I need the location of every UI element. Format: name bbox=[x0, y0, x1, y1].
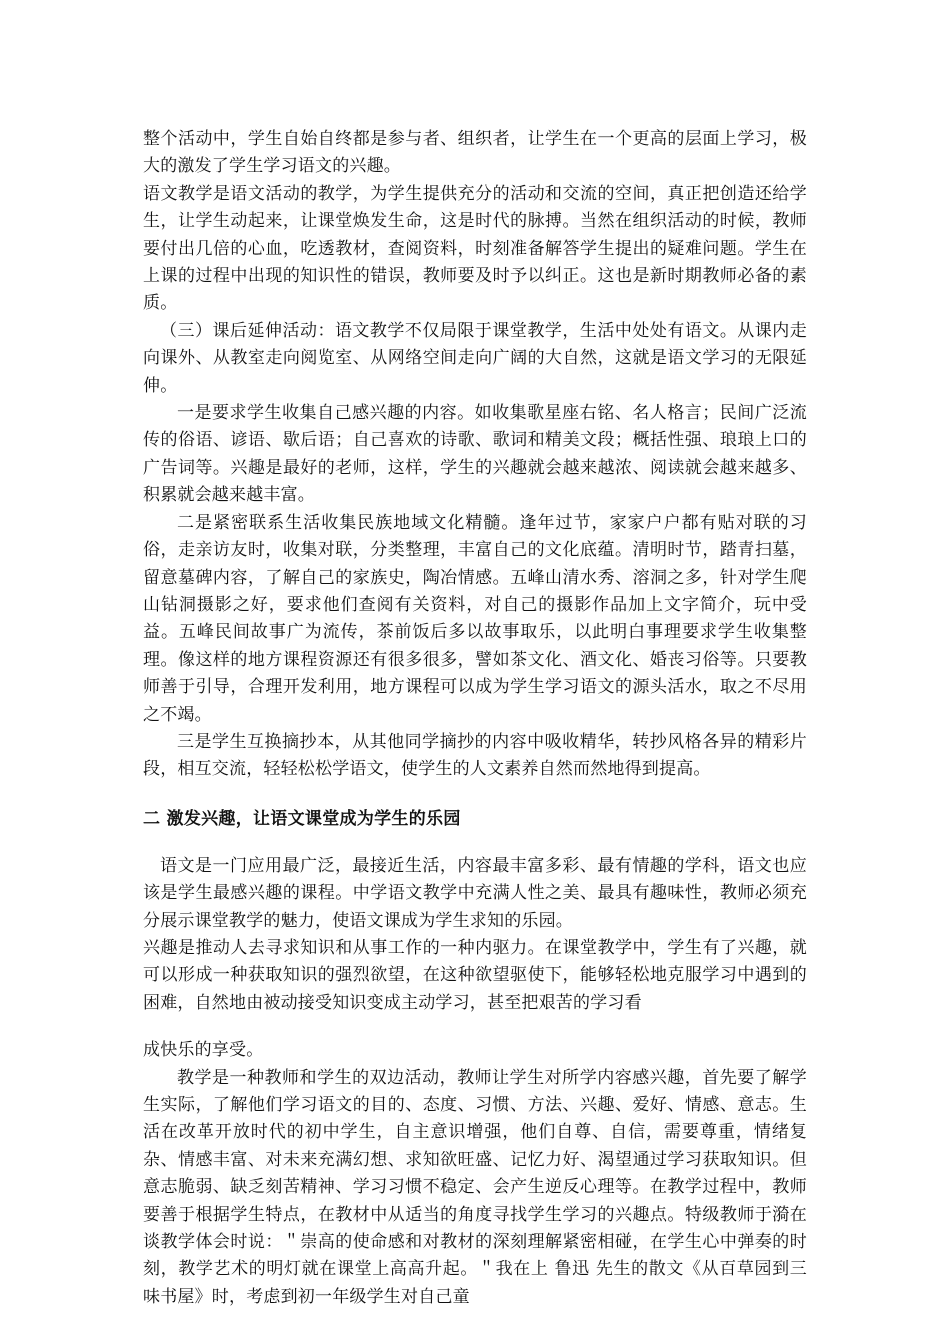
document-page bbox=[143, 126, 807, 1311]
paragraph-two-way-activity: 教学是一种教师和学生的双边活动，教师让学生对所学内容感兴趣，首先要了解学生实际，了解他们学习语文的目的、态度、习惯、方法、兴趣、爱好、情感、意志。生活在改革开放时代的初中学生，自主意识增强，他们自尊、自信，需要尊重，情绪复杂、情感丰富、对未来充满幻想、求知欲旺盛、记忆力好、渴望通过学习获取知识。但意志脆弱、缺乏刻苦精神、学习习惯不稳定、会产生逆反心理等。在教学过程中，教师要善于根据学生特点，在教材中从适当的角度寻找学生学习的兴趣点。特级教师于漪在谈教学体会时说：＂崇高的使命感和对教材的深刻理解紧密相碰，在学生心中弹奏的时刻，教学艺术的明灯就在课堂上高高升起。＂我在上 鲁迅 先生的散文《从百草园到三味书屋》时，考虑到初一年级学生对自己童 bbox=[143, 1067, 807, 1307]
section-heading: 二 激发兴趣，让语文课堂成为学生的乐园 bbox=[143, 808, 461, 829]
paragraph-activity-summary: 整个活动中，学生自始自终都是参与者、组织者，让学生在一个更高的层面上学习，极大的激发了学生学习语文的兴趣。 bbox=[143, 129, 807, 177]
paragraph-after-class-extension: （三）课后延伸活动：语文教学不仅局限于课堂教学，生活中处处有语文。从课内走向课外、从教室走向阅览室、从网络空间走向广阔的大自然，这就是语文学习的无限延伸。 bbox=[143, 320, 807, 396]
paragraph-interest-drive: 兴趣是推动人去寻求知识和从事工作的一种内驱力。在课堂教学中，学生有了兴趣，就可以形成一种获取知识的强烈欲望，在这种欲望驱使下，能够轻松地克服学习中遇到的困难，自然地由被动接受知识变成主动学习，甚至把艰苦的学习看 bbox=[143, 937, 807, 1013]
paragraph-chinese-subject: 语文是一门应用最广泛，最接近生活，内容最丰富多彩、最有情趣的学科，语文也应该是学生最感兴趣的课程。中学语文教学中充满人性之美、最具有趣味性，教师必须充分展示课堂教学的魅力，使语文课成为学生求知的乐园。 bbox=[143, 855, 807, 931]
paragraph-teaching-activity: 语文教学是语文活动的教学，为学生提供充分的活动和交流的空间，真正把创造还给学生，让学生动起来，让课堂焕发生命，这是时代的脉搏。当然在组织活动的时候，教师要付出几倍的心血，吃透教材，查阅资料，时刻准备解答学生提出的疑难问题。学生在上课的过程中出现的知识性的错误，教师要及时予以纠正。这也是新时期教师必备的素质。 bbox=[143, 183, 807, 314]
paragraph-exchange-notebooks: 三是学生互换摘抄本，从其他同学摘抄的内容中吸收精华，转抄风格各异的精彩片段，相互交流，轻轻松松学语文，使学生的人文素养自然而然地得到提高。 bbox=[143, 731, 807, 780]
paragraph-collect-interests: 一是要求学生收集自己感兴趣的内容。如收集歌星座右铭、名人格言；民间广泛流传的俗语、谚语、歇后语；自己喜欢的诗歌、歌词和精美文段；概括性强、琅琅上口的广告词等。兴趣是最好的老师，这样，学生的兴趣就会越来越浓、阅读就会越来越多、积累就会越来越丰富。 bbox=[143, 403, 807, 506]
paragraph-happy-enjoyment: 成快乐的享受。 bbox=[143, 1040, 264, 1061]
paragraph-local-culture: 二是紧密联系生活收集民族地域文化精髓。逢年过节，家家户户都有贴对联的习俗，走亲访友时，收集对联，分类整理，丰富自己的文化底蕴。清明时节，踏青扫墓，留意墓碑内容，了解自己的家族史，陶冶情感。五峰山清水秀、溶洞之多，针对学生爬山钻洞摄影之好，要求他们查阅有关资料，对自己的摄影作品加上文字简介，玩中受益。五峰民间故事广为流传，茶前饭后多以故事取乐，以此明白事理要求学生收集整理。像这样的地方课程资源还有很多很多，譬如茶文化、酒文化、婚丧习俗等。只要教师善于引导，合理开发利用，地方课程可以成为学生学习语文的源头活水，取之不尽用之不竭。 bbox=[143, 512, 807, 725]
